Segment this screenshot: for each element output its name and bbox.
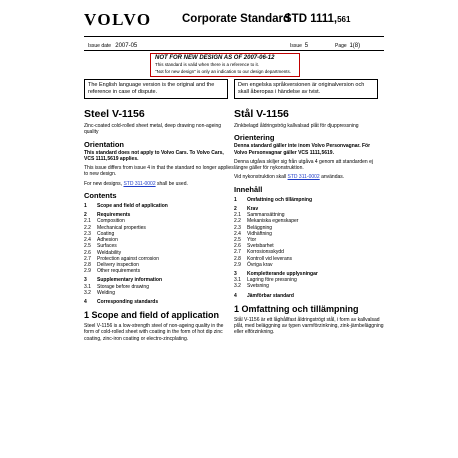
- contents-item-label: Coating: [97, 230, 115, 237]
- standard-number-sub: 561: [337, 15, 351, 24]
- new-design-text-sv: Vid nykonstruktion skall: [234, 174, 287, 181]
- contents-item-label: Sammansättning: [247, 212, 285, 219]
- contents-item-label: Vidhäftning: [247, 230, 272, 237]
- contents-heading-sv: Innehåll: [234, 184, 263, 194]
- contents-item-label: Weldability: [97, 249, 122, 256]
- corporate-standard-title: Corporate Standard: [182, 13, 290, 25]
- issue-value: 5: [304, 43, 309, 49]
- contents-item-label: Adhesion: [97, 237, 118, 244]
- contents-item-label: Delivery inspection: [97, 261, 139, 268]
- new-design-text: For new designs,: [84, 180, 123, 187]
- contents-item-number: 4: [84, 298, 87, 305]
- swedish-column: [234, 108, 384, 339]
- issue-date-label: Issue date: [88, 43, 112, 49]
- contents-item-number: 2.9: [84, 268, 91, 275]
- contents-item-number: 2.6: [234, 243, 241, 250]
- contents-item-number: 2.9: [234, 261, 241, 268]
- contents-item: [234, 293, 384, 299]
- contents-item: [84, 299, 234, 305]
- contents-item-label: Beläggning: [247, 224, 273, 231]
- contents-item-label: Storage before drawing: [97, 283, 149, 290]
- notice-line-2: "Not for new design" is only an indication to our design departments.: [155, 68, 292, 74]
- contents-item-number: 3: [84, 277, 87, 284]
- contents-list: [84, 203, 234, 305]
- contents-item-label: Övriga krav: [247, 261, 273, 268]
- orientation-heading: Orientation: [84, 139, 125, 149]
- orientation-new-design: [84, 181, 234, 187]
- contents-item-label: Scope and field of application: [97, 203, 168, 210]
- section-1-text: Steel V-1156 is a low-strength steel of non-ageing quality in the form of cold-rolled sheet with coating in the form of hot dip zinc coating, zinc-iron coating or electro-zincplating.: [84, 323, 224, 342]
- contents-item-label: Lagring före pressning: [247, 277, 297, 284]
- contents-item-number: 2.5: [234, 237, 241, 243]
- contents-item-number: 2.1: [84, 218, 91, 225]
- contents-item-label: Jämförbar standard: [247, 292, 294, 299]
- header-rule: [84, 36, 384, 37]
- contents-item-number: 2.5: [84, 243, 91, 250]
- contents-heading: Contents: [84, 191, 117, 201]
- contents-item-label: Surfaces: [97, 243, 117, 250]
- contents-item-number: 2.4: [234, 230, 241, 237]
- language-note-sv: Den engelska språkversionen är originalversion och skall åberopas i händelse av tvist.: [234, 79, 378, 99]
- contents-item-label: Ytor: [247, 237, 257, 243]
- contents-item-label: Composition: [97, 218, 125, 225]
- language-note-en: The English language version is the original and the reference in case of dispute.: [84, 79, 228, 99]
- contents-item: [84, 290, 234, 296]
- new-design-text-end: shall be used.: [157, 180, 188, 187]
- standard-number-main: STD 1111,: [284, 13, 338, 25]
- contents-item: [234, 283, 384, 289]
- contents-item-number: 2.8: [234, 255, 241, 262]
- material-subtitle-sv: Zinkbelagd åldringströg kallvalsad plåt för djuppressning: [234, 123, 359, 129]
- contents-item-label: Omfattning och tillämpning: [247, 196, 312, 203]
- contents-item-label: Other requirements: [97, 268, 141, 275]
- contents-item: [234, 197, 384, 203]
- orientation-scope: This standard does not apply to Volvo Cars. To Volvo Cars, VCS 1111,5619 applies.: [84, 149, 224, 162]
- contents-item-number: 2.4: [84, 237, 91, 244]
- contents-item-label: Kompletterande upplysningar: [247, 271, 318, 278]
- orientation-scope-sv: Denna standard gäller inte inom Volvo Personvagnar. För Volvo Personvagnar gäller VCS 1111,5619.: [234, 143, 371, 156]
- page-value: 1(8): [349, 43, 361, 49]
- contents-item-label: Mechanical properties: [97, 224, 146, 231]
- contents-item-label: Welding: [97, 289, 115, 296]
- contents-item-label: Svetsning: [247, 283, 269, 290]
- contents-item-number: 2.7: [84, 255, 91, 262]
- orientation-change-sv: Denna utgåva skiljer sig från utgåva 4 genom att standarden ej längre gäller för nykonstruktion.: [234, 158, 373, 172]
- not-for-new-design-notice: [150, 53, 300, 77]
- contents-item-number: 3.2: [234, 283, 241, 290]
- contents-item-label: Supplementary information: [97, 277, 163, 284]
- issue-date-value: 2007-05: [115, 43, 138, 49]
- contents-item-number: 2.3: [234, 224, 241, 231]
- std-311-0002-link[interactable]: STD 311-0002: [123, 180, 156, 187]
- contents-item: [234, 262, 384, 268]
- contents-item-number: 1: [234, 196, 237, 203]
- english-column: [84, 108, 234, 345]
- contents-item-number: 2.2: [84, 224, 91, 231]
- contents-item-number: 2.8: [84, 261, 91, 268]
- contents-item: [84, 268, 234, 274]
- contents-item-number: 3: [234, 271, 237, 278]
- contents-item-number: 2: [84, 212, 87, 219]
- issue-date: [88, 43, 137, 49]
- orientation-change: This issue differs from issue 4 in that the standard no longer applies to new design.: [84, 165, 234, 178]
- issue-number: [290, 43, 308, 49]
- new-design-text-end-sv: användas.: [321, 174, 345, 181]
- contents-item-number: 2.6: [84, 249, 91, 256]
- notice-title: NOT FOR NEW DESIGN AS OF 2007-06-12: [155, 55, 275, 61]
- contents-item-label: Svetsbarhet: [247, 243, 274, 250]
- contents-list-sv: [234, 197, 384, 299]
- contents-item-number: 1: [84, 203, 87, 210]
- notice-line-1: This standard is valid when there is a reference to it.: [155, 62, 260, 67]
- contents-item-number: 2: [234, 205, 237, 212]
- contents-item-label: Mekaniska egenskaper: [247, 218, 299, 225]
- contents-item-number: 2.7: [234, 249, 241, 256]
- issue-label: Issue: [290, 43, 302, 49]
- orientation-new-design-sv: [234, 174, 384, 180]
- contents-item-number: 2.3: [84, 230, 91, 237]
- contents-item-number: 4: [234, 292, 237, 299]
- std-311-0002-link-sv[interactable]: STD 311-0002: [287, 174, 320, 181]
- contents-item-label: Krav: [247, 205, 259, 212]
- contents-item-number: 2.2: [234, 218, 241, 225]
- contents-item-label: Kontroll vid leverans: [247, 255, 293, 262]
- contents-item-label: Korrosionsskydd: [247, 249, 284, 256]
- contents-item-number: 3.1: [234, 277, 241, 284]
- standard-number: [284, 13, 350, 25]
- meta-rule: [84, 50, 384, 51]
- material-subtitle: Zinc-coated cold-rolled sheet metal, deep drawing non-ageing quality: [84, 123, 222, 136]
- document-header: [84, 10, 384, 32]
- material-title-sv: Stål V-1156: [234, 108, 289, 120]
- contents-item: [84, 203, 234, 209]
- orientation-heading-sv: Orientering: [234, 133, 275, 143]
- volvo-logo: VOLVO: [84, 10, 152, 29]
- contents-item-number: 2.1: [234, 212, 241, 219]
- page-number: [335, 43, 360, 49]
- contents-item-label: Corresponding standards: [97, 298, 159, 305]
- material-title: Steel V-1156: [84, 108, 145, 120]
- page-label: Page: [335, 43, 347, 49]
- section-1-text-sv: Stål V-1156 är ett låghållfast åldringströgt stål, i form av kallvalsad plåt, med beläggning av typen varmförzinkning, zink-järnbeläggning eller elförzinkning.: [234, 316, 384, 336]
- contents-item-number: 3.1: [84, 283, 91, 290]
- contents-item-label: Protection against corrosion: [97, 255, 159, 262]
- section-1-heading: 1 Scope and field of application: [84, 310, 220, 321]
- contents-item-label: Requirements: [97, 212, 131, 219]
- contents-item-number: 3.2: [84, 289, 91, 296]
- section-1-heading-sv: 1 Omfattning och tillämpning: [234, 303, 359, 314]
